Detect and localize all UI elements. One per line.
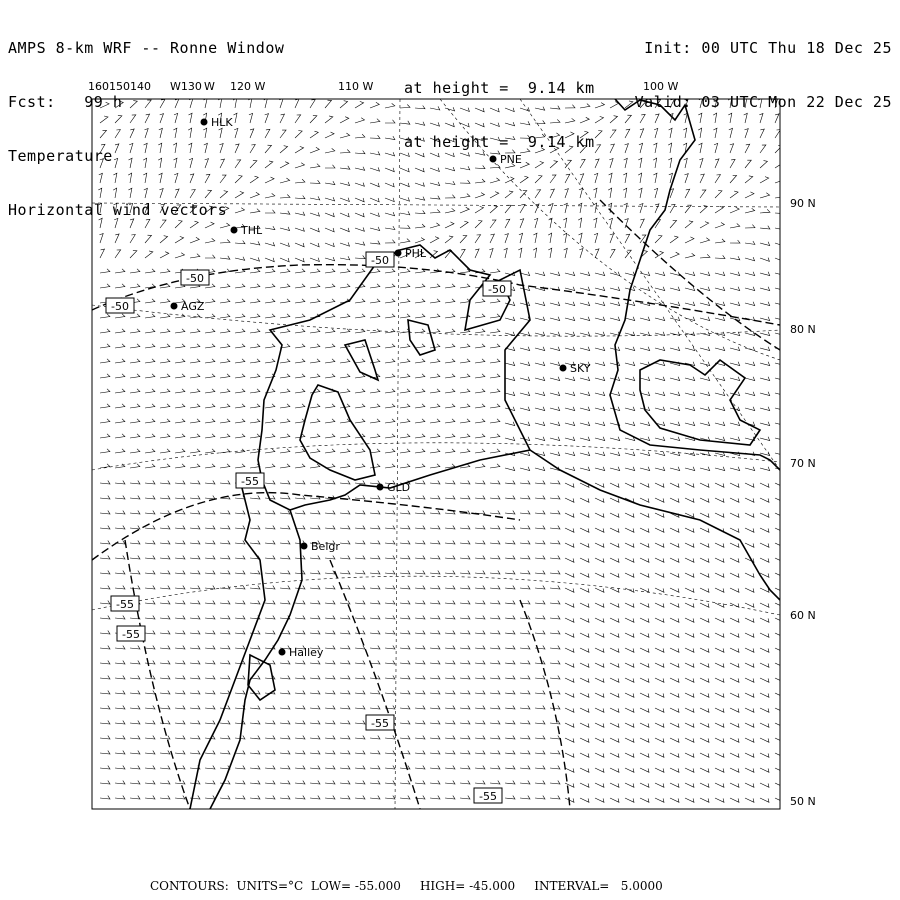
contour-label — [483, 281, 511, 296]
contour-label — [117, 626, 145, 641]
contour-label-text: -50 — [488, 283, 506, 296]
init-time: Init: 00 UTC Thu 18 Dec 25 — [644, 39, 892, 57]
contour-labels — [106, 252, 511, 803]
contour-label-text: -55 — [241, 475, 259, 488]
contour-label-text: -55 — [479, 790, 497, 803]
contour-label-text: -50 — [111, 300, 129, 313]
lat-label: 80 N — [790, 323, 816, 336]
station-marker — [377, 481, 411, 494]
station-name: THL — [241, 224, 263, 237]
coast-south-east — [530, 450, 780, 600]
station-marker — [490, 153, 522, 166]
lat-line-90 — [92, 203, 780, 207]
alexander-island — [640, 360, 760, 445]
contour-label — [366, 252, 394, 267]
station-dot — [395, 250, 402, 257]
station-name: HLK — [211, 116, 233, 129]
contour-minus55-west — [92, 493, 520, 560]
coast-far-west — [190, 480, 265, 809]
station-dot — [279, 649, 286, 656]
axis-labels — [88, 80, 816, 808]
station-marker — [201, 116, 234, 129]
station-marker — [301, 540, 341, 553]
island-small-1 — [408, 320, 435, 355]
station-name: SKY — [570, 362, 591, 375]
station-name: GLD — [387, 481, 411, 494]
station-name: Belgr — [311, 540, 340, 553]
station-marker — [395, 247, 427, 260]
lat-label: 90 N — [790, 197, 816, 210]
station-marker — [560, 362, 591, 375]
station-name: PNE — [500, 153, 522, 166]
island-small-2 — [345, 340, 378, 380]
lat-label: 70 N — [790, 457, 816, 470]
contour-label — [181, 270, 209, 285]
field-wind: Horizontal wind vectors — [8, 201, 228, 219]
valid-time: Valid: 03 UTC Mon 22 Dec 25 — [634, 93, 892, 111]
station-dot — [560, 365, 567, 372]
lon-line-120 — [395, 99, 400, 809]
lat-label: 50 N — [790, 795, 816, 808]
map-title: AMPS 8-km WRF -- Ronne Window — [8, 39, 285, 57]
station-marker — [279, 646, 324, 659]
lon-label: 160150140 — [88, 80, 151, 93]
contour-minus55-east — [520, 600, 570, 809]
contour-label — [474, 788, 502, 803]
lon-line-100 — [520, 99, 780, 470]
contour-label — [236, 473, 264, 488]
lon-label: 100 W — [643, 80, 679, 93]
station-dot — [490, 156, 497, 163]
stations — [171, 116, 591, 659]
forecast-hour: Fcst: 99 h — [8, 93, 123, 111]
lon-label: W130 — [170, 80, 202, 93]
lon-label: 110 W — [338, 80, 374, 93]
contour-footer: CONTOURS: UNITS=°C LOW= -55.000 HIGH= -45.000 INTERVAL= 5.0000 — [150, 879, 663, 893]
station-marker — [171, 300, 205, 313]
station-name: AGZ — [181, 300, 205, 313]
height-label-1: at height = 9.14 km — [404, 79, 595, 97]
contour-minus55-center — [330, 560, 420, 809]
contour-label — [111, 596, 139, 611]
station-dot — [231, 227, 238, 234]
contour-label — [106, 298, 134, 313]
contour-label-text: -50 — [371, 254, 389, 267]
field-temperature: Temperature — [8, 147, 113, 165]
station-dot — [377, 484, 384, 491]
station-name: Halley — [289, 646, 324, 659]
height-label-2: at height = 9.14 km — [404, 133, 595, 151]
contour-label-text: -55 — [122, 628, 140, 641]
station-dot — [201, 119, 208, 126]
temperature-contours — [92, 200, 780, 809]
lon-label: 120 W — [230, 80, 266, 93]
contour-label-text: -55 — [371, 717, 389, 730]
station-dot — [171, 303, 178, 310]
peninsula-west — [610, 99, 780, 470]
station-marker — [231, 224, 263, 237]
lat-line-60 — [92, 576, 780, 615]
lon-label: W — [204, 80, 215, 93]
station-name: PHL — [405, 247, 427, 260]
contour-label-text: -55 — [116, 598, 134, 611]
lat-label: 60 N — [790, 609, 816, 622]
station-dot — [301, 543, 308, 550]
contour-label-text: -50 — [186, 272, 204, 285]
contour-label — [366, 715, 394, 730]
